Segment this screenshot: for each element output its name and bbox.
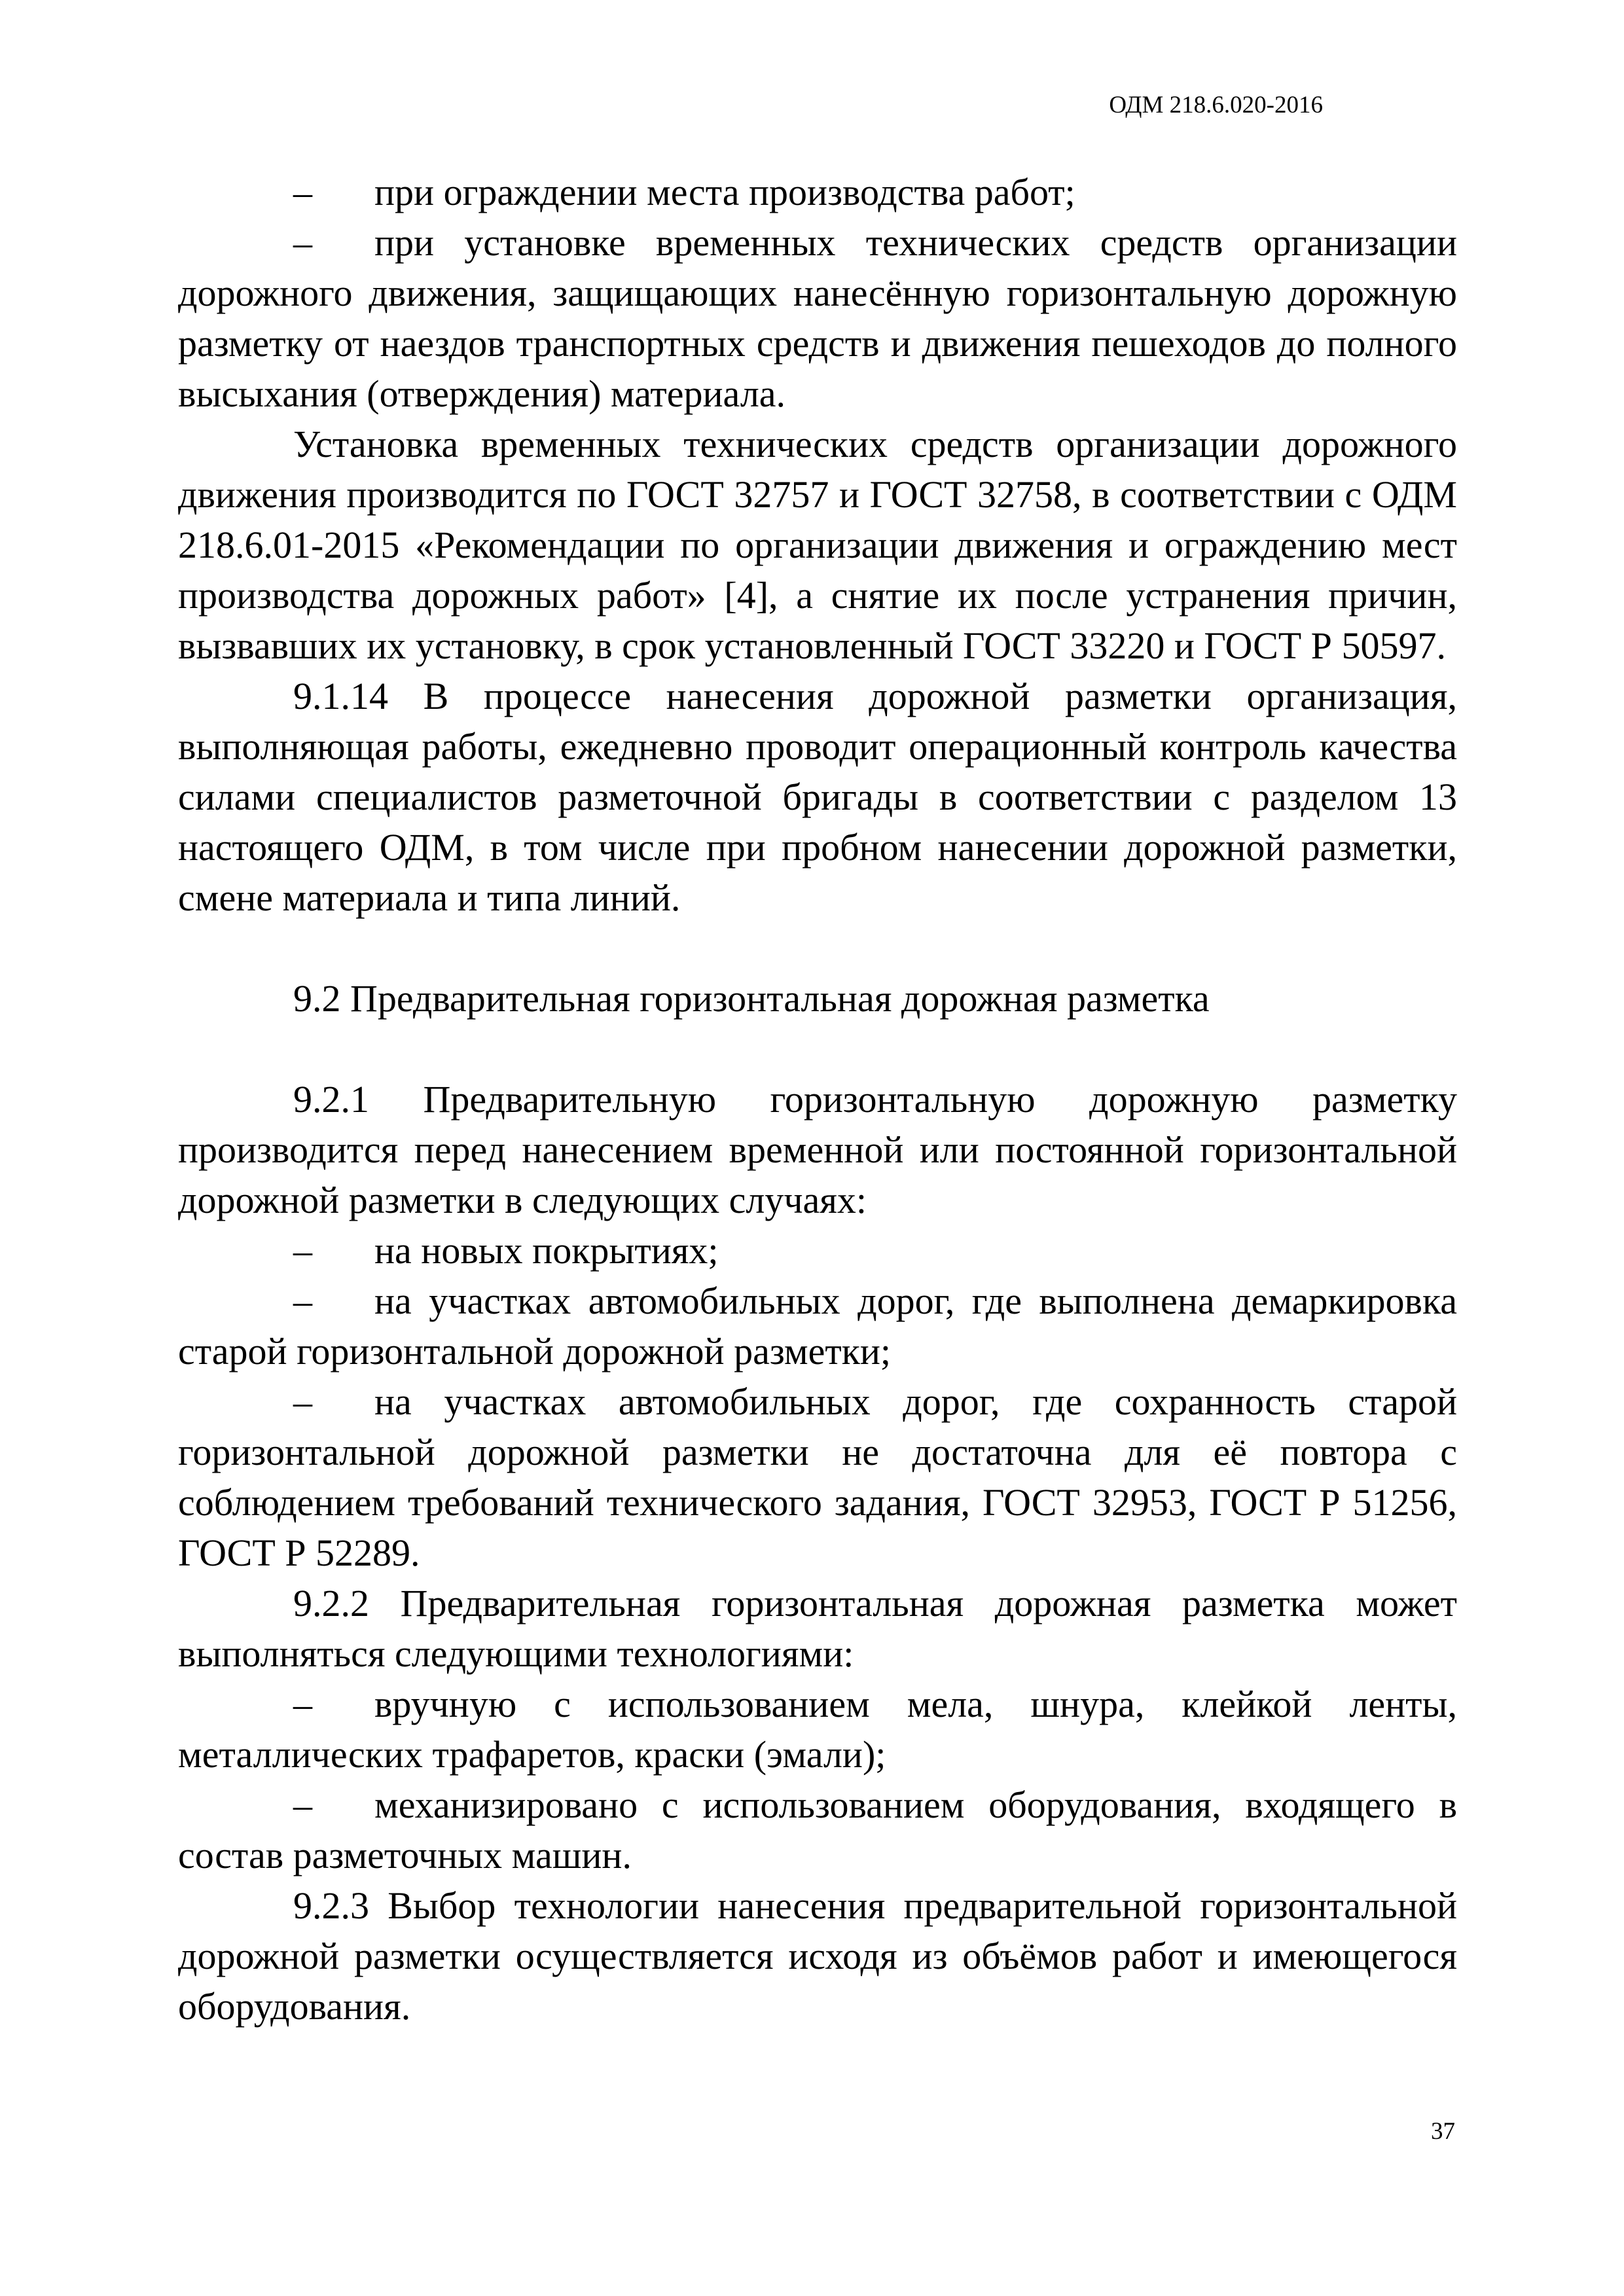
dash-bullet: –: [293, 1229, 312, 1272]
paragraph: Установка временных технических средств организации дорожного движения производится по ГОСТ 32757 и ГОСТ 32758, в соответствии с ОДМ 218.6.01-2015 «Рекомендации по организации движения и ограждению мест производства дорожных работ» [4], а снятие их после устранения причин, вызвавших их установку, в срок установленный ГОСТ 33220 и ГОСТ Р 50597.: [178, 423, 1457, 667]
paragraph: 9.2.3 Выбор технологии нанесения предварительной горизонтальной дорожной разметки осуществляется исходя из объёмов работ и имеющегося оборудования.: [178, 1884, 1457, 2028]
dash-bullet: –: [293, 1280, 312, 1322]
bullet-item: [178, 1780, 1457, 1880]
dash-bullet: –: [293, 171, 312, 213]
bullet-text: на новых покрытиях;: [374, 1229, 719, 1272]
bullet-item: [178, 1679, 1457, 1780]
bullet-text: механизировано с использованием оборудования, входящего в состав разметочных машин.: [178, 1784, 1457, 1876]
document-body: [178, 167, 1457, 2032]
dash-bullet: –: [293, 1784, 312, 1826]
bullet-text: на участках автомобильных дорог, где сохранность старой горизонтальной дорожной разметки не достаточна для её повтора с соблюдением требований технического задания, ГОСТ 32953, ГОСТ Р 51256, ГОСТ Р 52289.: [178, 1380, 1457, 1574]
bullet-item: [178, 1376, 1457, 1578]
bullet-text: на участках автомобильных дорог, где выполнена демаркировка старой горизонтальной дорожной разметки;: [178, 1280, 1457, 1372]
document-code-header: ОДМ 218.6.020-2016: [1109, 92, 1323, 118]
dash-bullet: –: [293, 1683, 312, 1725]
paragraph: 9.1.14 В процессе нанесения дорожной разметки организация, выполняющая работы, ежедневно проводит операционный контроль качества силами специалистов разметочной бригады в соответствии с разделом 13 настоящего ОДМ, в том числе при пробном нанесении дорожной разметки, смене материала и типа линий.: [178, 675, 1457, 919]
bullet-item: [178, 167, 1457, 217]
bullet-text: при ограждении места производства работ;: [374, 171, 1075, 213]
dash-bullet: –: [293, 221, 312, 264]
dash-bullet: –: [293, 1380, 312, 1423]
bullet-item: [178, 1225, 1457, 1276]
bullet-text: при установке временных технических средств организации дорожного движения, защищающих нанесённую горизонтальную дорожную разметку от наездов транспортных средств и движения пешеходов до полного высыхания (отверждения) материала.: [178, 221, 1457, 415]
paragraph: 9.2.1 Предварительную горизонтальную дорожную разметку производится перед нанесением временной или постоянной горизонтальной дорожной разметки в следующих случаях:: [178, 1078, 1457, 1221]
bullet-text: вручную с использованием мела, шнура, клейкой ленты, металлических трафаретов, краски (эмали);: [178, 1683, 1457, 1776]
page-number: 37: [1431, 2118, 1455, 2145]
bullet-item: [178, 1276, 1457, 1376]
paragraph: 9.2.2 Предварительная горизонтальная дорожная разметка может выполняться следующими технологиями:: [178, 1582, 1457, 1675]
section-heading: 9.2 Предварительная горизонтальная дорожная разметка: [293, 977, 1210, 1020]
bullet-item: [178, 217, 1457, 419]
